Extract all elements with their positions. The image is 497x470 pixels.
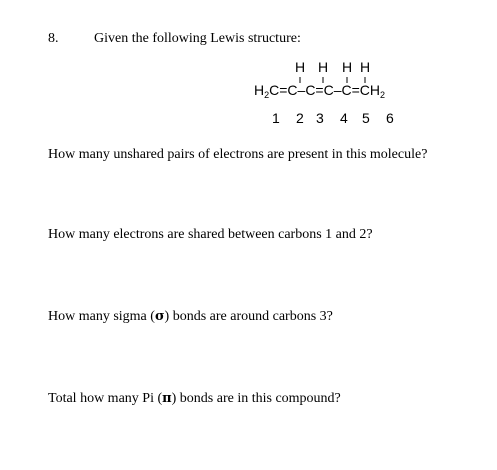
carbon-number-3: 3 [316,110,324,126]
carbon-number-5: 5 [362,110,370,126]
question-sigma-bonds [48,309,333,325]
lewis-structure [250,58,420,102]
hydrogen-c3: H [318,59,329,75]
question-shared-electrons: How many electrons are shared between carbons 1 and 2? [48,227,373,242]
question-prompt: Given the following Lewis structure: [94,31,301,46]
carbon-numbering [266,110,406,128]
hydrogen-c2: H [295,59,306,75]
carbon-number-6: 6 [386,110,394,126]
question-pi-pre: Total how many Pi ( [48,391,163,406]
carbon-number-1: 1 [272,110,280,126]
pi-symbol: π [162,391,172,406]
sigma-symbol: σ [154,309,165,324]
hydrogen-c4: H [342,59,353,75]
carbon-number-4: 4 [340,110,348,126]
question-number: 8. [48,31,59,46]
question-unshared-pairs: How many unshared pairs of electrons are present in this molecule? [48,147,428,162]
hydrogen-c5: H [360,59,371,75]
question-sigma-pre: How many sigma ( [48,309,155,324]
carbon-number-2: 2 [296,110,304,126]
question-pi-post: ) bonds are in this compound? [171,391,341,406]
carbon-chain: $H_2C=C-C=C-C=CH_2$ [254,82,386,100]
question-pi-bonds [48,391,341,407]
question-sigma-post: ) bonds are around carbons 3? [164,309,333,324]
